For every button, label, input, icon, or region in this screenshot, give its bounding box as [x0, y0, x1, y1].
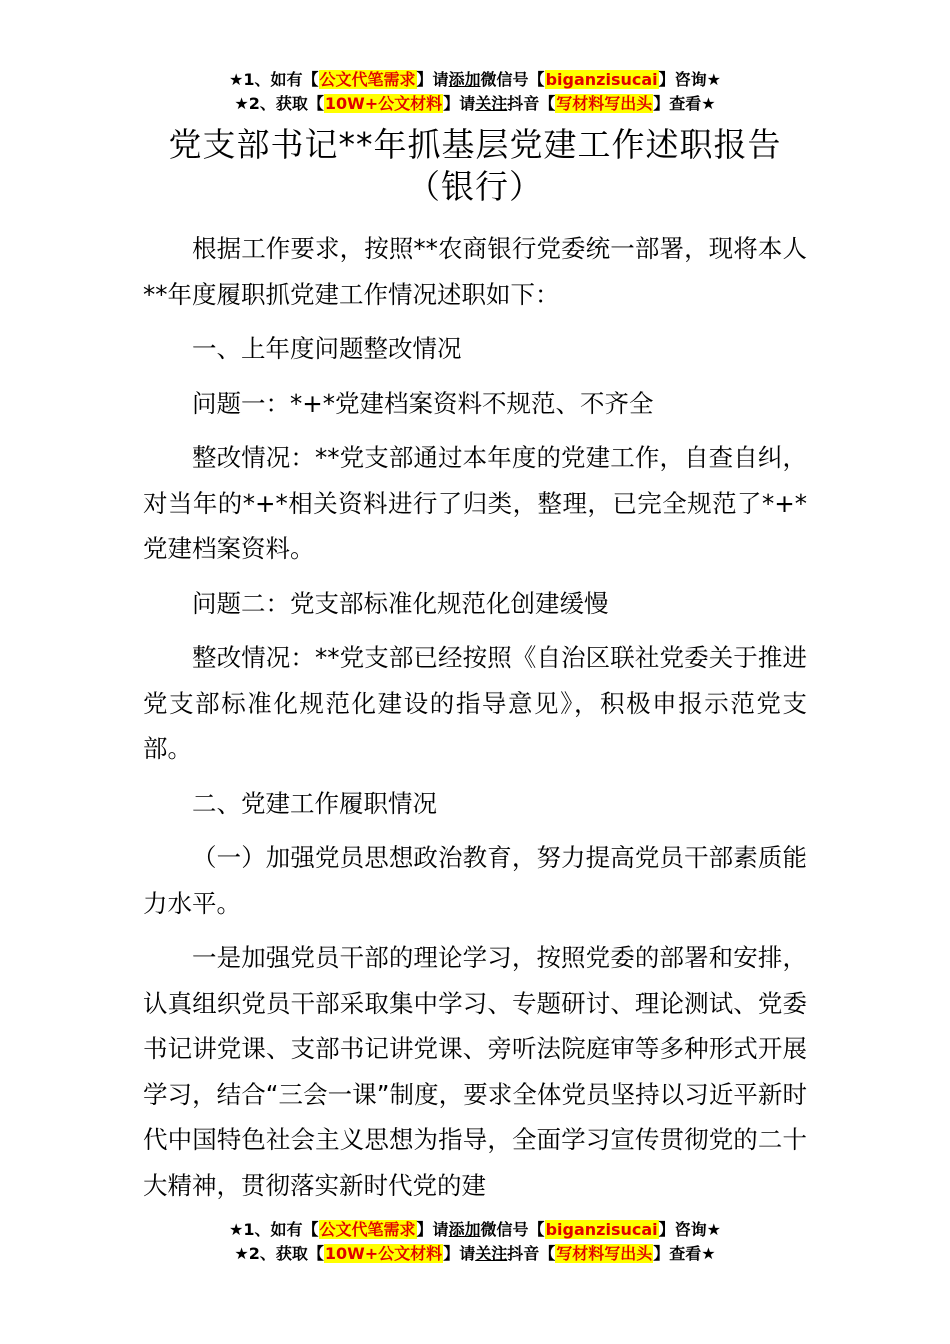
- title-line-2: （银行）: [407, 167, 543, 206]
- banner-highlight: 10W+公文材料: [324, 1244, 443, 1263]
- banner-text: ★2、获取【: [234, 94, 324, 113]
- banner-text: 】请: [443, 1244, 476, 1263]
- banner-wechat-id: biganzisucai: [545, 1220, 658, 1239]
- paragraph: 一是加强党员干部的理论学习，按照党委的部署和安排，认真组织党员干部采取集中学习、专题研讨、理论测试、党委书记讲党课、支部书记讲党课、旁听法院庭审等多种形式开展学习，结合“三会一课”制度，要求全体党员坚持以习近平新时代中国特色社会主义思想为指导，全面学习宣传贯彻党的二十大精神，贯彻落实新时代党的建: [143, 943, 807, 1200]
- banner-text: 】咨询★: [658, 1220, 721, 1239]
- banner-underline: 添加: [448, 1220, 481, 1239]
- banner-highlight: 公文代笔需求: [319, 1220, 416, 1239]
- banner-text: 】请: [416, 1220, 449, 1239]
- top-banner: [0, 68, 950, 116]
- banner-text: 】查看★: [653, 1244, 716, 1263]
- banner-highlight: 10W+公文材料: [324, 94, 443, 113]
- paragraph: 整改情况：**党支部通过本年度的党建工作，自查自纠，对当年的*+*相关资料进行了归类，整理，已完全规范了*+*党建档案资料。: [143, 443, 807, 563]
- banner-text: 】请: [443, 94, 476, 113]
- banner-underline: 添加: [448, 70, 481, 89]
- document-title: [0, 124, 950, 208]
- banner-line-1: [0, 1218, 950, 1242]
- banner-text: 微信号【: [480, 1220, 545, 1239]
- banner-line-1: [0, 68, 950, 92]
- section-heading: 二、党建工作履职情况: [192, 788, 437, 818]
- banner-text: 抖音【: [507, 1244, 556, 1263]
- banner-douyin-id: 写材料写出头: [556, 1244, 653, 1263]
- banner-underline: 关注: [475, 94, 508, 113]
- section-heading: 一、上年度问题整改情况: [192, 334, 462, 363]
- banner-line-2: [0, 92, 950, 116]
- banner-douyin-id: 写材料写出头: [556, 94, 653, 113]
- paragraph: 整改情况：**党支部已经按照《自治区联社党委关于推进党支部标准化规范化建设的指导意见》，积极申报示范党支部。: [143, 643, 807, 763]
- title-line-1: 党支部书记**年抓基层党建工作述职报告: [168, 125, 782, 164]
- banner-underline: 关注: [475, 1244, 508, 1263]
- banner-text: 抖音【: [507, 94, 556, 113]
- banner-text: 微信号【: [480, 70, 545, 89]
- issue-heading: 问题二：党支部标准化规范化创建缓慢: [192, 588, 609, 618]
- banner-text: 】查看★: [653, 94, 716, 113]
- paragraph-intro: 根据工作要求，按照**农商银行党委统一部署，现将本人**年度履职抓党建工作情况述职如下：: [143, 234, 807, 309]
- banner-wechat-id: biganzisucai: [545, 70, 658, 89]
- bottom-banner: [0, 1218, 950, 1266]
- banner-text: ★1、如有【: [229, 1220, 319, 1239]
- banner-text: ★1、如有【: [229, 70, 319, 89]
- banner-highlight: 公文代笔需求: [319, 70, 416, 89]
- banner-text: ★2、获取【: [234, 1244, 324, 1263]
- banner-text: 】请: [416, 70, 449, 89]
- issue-heading: 问题一：*+*党建档案资料不规范、不齐全: [192, 388, 654, 418]
- banner-line-2: [0, 1242, 950, 1266]
- document-body: [143, 226, 807, 1217]
- subsection-heading: （一）加强党员思想政治教育，努力提高党员干部素质能力水平。: [143, 843, 807, 918]
- banner-text: 】咨询★: [658, 70, 721, 89]
